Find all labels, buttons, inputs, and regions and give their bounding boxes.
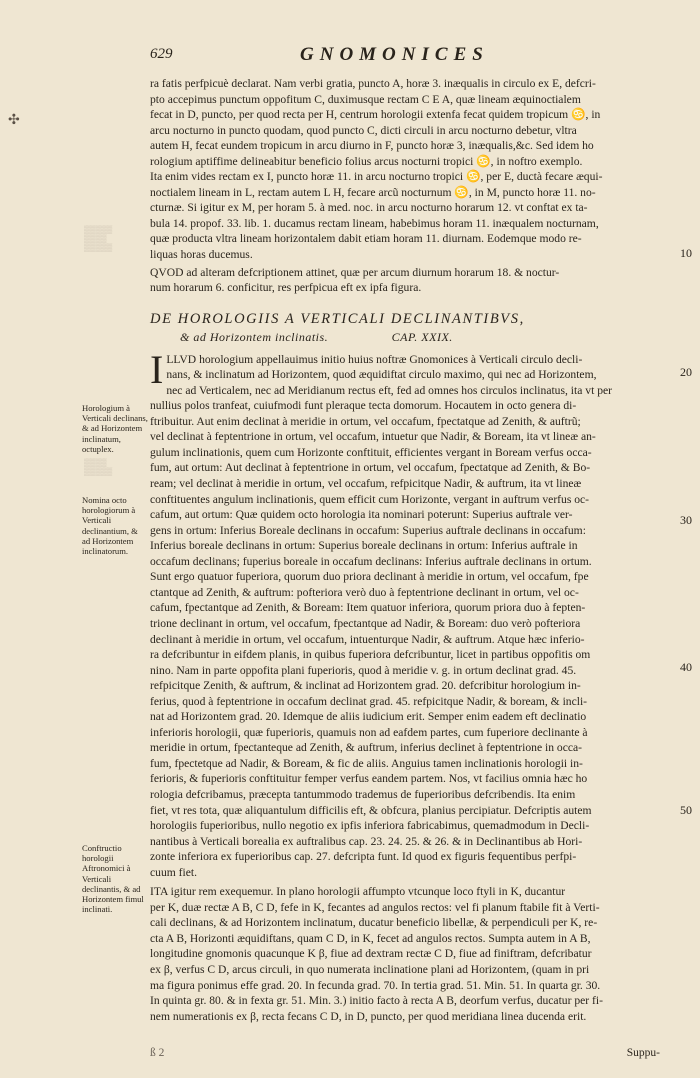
line-number: 30 <box>680 513 692 527</box>
text-line: fum, fpectetque ad Nadir, & Boream, & fic de aliis. Anguius tamen inclinationis horologii in- <box>150 756 583 770</box>
text-line: occafum declinans; fuperius boreale in occafum declinans: Inferius auftrale declinans in ortum. <box>150 554 592 568</box>
page-footer <box>150 1047 660 1065</box>
text-line: ra defcribuntur in eifdem planis, in quibus fuperiora defcribuntur, licet in partibus oppofitis om <box>150 648 591 662</box>
text-line: vel declinat à feptentrione in ortum, vel occafum, intuetur que Nadir, & Boream, ita vt lineæ an- <box>150 430 596 444</box>
signature-mark: ß 2 <box>150 1047 165 1059</box>
text-line: longitudine gnomonis quacunque K β, fiue ad dextram rectæ C D, fiue ad finiftram, defcribatur <box>150 947 592 961</box>
chapter-title <box>150 310 660 346</box>
text-line: declinant à meridie in ortum, vel occafum, intuenturque Nadir, & auftrum. Atque hæc inferio- <box>150 632 585 646</box>
chapter-heading: DE HOROLOGIIS A VERTICALI DECLINANTIBVS, <box>150 310 525 327</box>
text-line: arcu nocturno in puncto quodam, quod puncto C, dicti circuli in arcu nocturno debetur, vltra <box>150 123 577 137</box>
running-head <box>150 44 670 68</box>
text-line: per K, duæ rectæ A B, C D, fefe in K, fecantes ad angulos rectos: vel fi planum ftabile fit à Verti- <box>150 900 600 914</box>
text-line: ctantque ad Zenith, & auftrum: pofteriora verò duo à feptentrione declinant in ortum, vel oc- <box>150 585 579 599</box>
main-text <box>150 74 660 1024</box>
text-line: ream; vel declinat à meridie in ortum, vel occafum, refpicitque Nadir, & auftrum, ita vt lineæ <box>150 477 582 491</box>
text-line: horologiis fuperioribus, nullo negotio ex ipfis inferiora fabricabimus, quemadmodum in Decli- <box>150 819 590 833</box>
show-through-text: ▒▒▒▒ ▒▒▒▒▒ <box>84 458 113 476</box>
text-line: ITA igitur rem exequemur. In plano horologii affumpto vtcunque loco ftyli in K, ducantur <box>150 885 566 899</box>
chapter-subtitle: & ad Horizontem inclinatis. <box>180 329 329 344</box>
quod-paragraph <box>150 265 660 296</box>
drop-capital: I <box>150 346 164 392</box>
text-line: gulum inclinationis, quem cum Horizonte conftituit, efficientes vergant in Boream verfus occa- <box>150 445 592 459</box>
text-line: nec ad Verticalem, nec ad Meridianum rectus eft, fed ad omnes hos circulos inclinatus, ita vt per <box>166 383 612 397</box>
chapter-body <box>150 346 660 881</box>
margin-note: Conftructio horologii Aftronomici à Verticali declinantis, & ad Horizontem fimul inclinati. <box>82 843 144 915</box>
text-line: zonte inferiora ex fuperioribus cap. 27. defcripta funt. Id quod ex figuris fequentibus perfpi- <box>150 850 577 864</box>
text-line: liquas horas ducemus. <box>150 248 253 262</box>
text-line: meridie in ortum, fpectanteque ad Zenith, & auftrum, inferius declinet à feptentrione in occa- <box>150 741 583 755</box>
text-line: gens in ortum: Inferius Boreale declinans in occafum: Superius auftrale declinans in occafum: <box>150 523 586 537</box>
text-line: ferioris, & fuperioris conftituitur femper verfus eandem partem. Nos, vt facilius omnia hæc ho <box>150 772 588 786</box>
page-number: 629 <box>150 46 173 62</box>
text-line: In quinta gr. 80. & in fexta gr. 51. Min. 3.) initio facto à recta A B, deorfum verfus, ducatur per fi- <box>150 994 604 1008</box>
margin-note: Nomina octo horologiorum à Verticali declinantium, & ad Horizontem inclinatorum. <box>82 495 138 557</box>
text-line: pto accepimus punctum oppofitum C, duximusque rectam C E A, quæ lineam æquinoctialem <box>150 92 581 106</box>
text-line: ma figura ponimus effe grad. 20. In fecunda grad. 70. In tertia grad. 51. Min. 51. In quarta gr. 30. <box>150 978 601 992</box>
text-line: QVOD ad alteram defcriptionem attinet, quæ per arcum diurnum horarum 18. & noctur- <box>150 265 560 279</box>
text-line: quæ producta vltra lineam horizontalem dabit etiam horam 11. diurnam. Eodemque modo re- <box>150 232 582 246</box>
text-line: refpicitque Zenith, & auftrum, & inclinat ad Horizontem grad. 20. defcribitur horologium in- <box>150 679 581 693</box>
chapter-number: CAP. XXIX. <box>391 329 453 344</box>
text-line: conftituentes angulum inclinationis, quem efficit cum Horizonte, vergant in auftrum verfus oc- <box>150 492 590 506</box>
text-line: cta A B, Horizonti æquidiftans, quam C D, in K, fecet ad angulos rectos. Sumpta autem in A B, <box>150 931 591 945</box>
text-line: ex β, verfus C D, arcus circuli, in quo numerata inclinatione plani ad Horizontem, (quam in pri <box>150 962 590 976</box>
line-number: 40 <box>680 660 692 674</box>
intro-paragraph <box>150 76 660 263</box>
final-paragraph <box>150 884 660 1024</box>
text-line: cali declinans, & ad Horizontem inclinatum, ducatur beneficio libellæ, & perpendiculi per K, re- <box>150 916 598 930</box>
text-line: bula 14. propof. 33. lib. 1. ducamus rectam lineam, habebimus horam 11. inæqualem nocturnam, <box>150 216 599 230</box>
text-line: nantibus à Verticali borealia ex auftralibus cap. 23. 24. 25. & 26. & in Declinantibus ab Hori- <box>150 834 583 848</box>
text-line: cturnæ. Si igitur ex M, per horam 5. à med. noc. in arcu nocturno horarum 12. vt conftat ex ta- <box>150 201 588 215</box>
text-line: trione declinant in ortum, vel occafum, fpectantque ad Nadir, & Boream: duo verò pofteriora <box>150 616 581 630</box>
text-line: cafum, aut ortum: Quæ quidem octo horologia ita nominari poterunt: Superius auftrale ver- <box>150 508 573 522</box>
text-line: autem H, fecat eundem tropicum in arcu diurno in F, puncto horæ 3, inæqualis,&c. Sed idem ho <box>150 139 594 153</box>
text-line: nat ad Horizontem grad. 20. Idemque de aliis iudicium erit. Semper enim eadem eft declinatio <box>150 710 587 724</box>
catchword: Suppu- <box>626 1047 660 1059</box>
text-line: noctialem lineam in L, rectam autem L H, fecare arcũ nocturnum ♋, in M, puncto horæ 11. no- <box>150 185 596 199</box>
text-line: Sunt ergo quatuor fuperiora, quorum duo priora declinant à meridie in ortum, vel occafum, fpe <box>150 570 589 584</box>
text-line: rologium aptiffime delineabitur beneficio folius arcus nocturni tropici ♋, in noftro exemplo. <box>150 154 583 168</box>
line-number: 20 <box>680 365 692 379</box>
text-line: ra fatis perfpicuè declarat. Nam verbi gratia, puncto A, horæ 3. inæqualis in circulo ex E, defcri- <box>150 77 596 90</box>
text-line: ftribuitur. Aut enim declinat à meridie in ortum, vel occafum, fpectatque ad Zenith, & auftrũ; <box>150 414 581 428</box>
text-line: ferius, quod à feptentrione in occafum declinat grad. 45. refpicitque Nadir, & boream, & incli- <box>150 694 588 708</box>
line-number: 50 <box>680 803 692 817</box>
text-line: nans, & inclinatum ad Horizontem, quod æquidiftat circulo maximo, qui nec ad Horizontem, <box>166 368 597 382</box>
text-line: LLVD horologium appellauimus initio huius noftræ Gnomonices à Verticali circulo decli- <box>166 352 583 366</box>
text-line: nullius polos tranfeat, cuiufmodi funt pleraque tecta domorum. Hocautem in octo genera di- <box>150 399 577 413</box>
text-line: Inferius boreale declinans in ortum: Superius boreale declinans in ortum: Inferius auftrale in <box>150 539 578 553</box>
text-line: Ita enim vides rectam ex I, puncto horæ 11. in arcu nocturno tropici ♋, per E, ductà fecare æqui- <box>150 170 603 184</box>
text-line: inferioris horologii, quæ fuperioris, quamuis non ad eafdem partes, cum fuperiore declinante à <box>150 725 588 739</box>
ink-blot-icon: ✣ <box>8 113 20 128</box>
show-through-text: ▒▒▒▒▒ ▒▒▒▒ ▒▒▒▒▒ <box>84 225 113 252</box>
text-line: nino. Nam in parte oppofita plani fuperioris, quod à meridie v. g. in ortum declinat grad. 45. <box>150 663 577 677</box>
text-line: cuum fiet. <box>150 865 198 879</box>
text-line: num horarum 6. conficitur, res perfpicua eft ex ipfa figura. <box>150 281 422 295</box>
running-title: GNOMONICES <box>300 44 489 65</box>
text-line: nem numerationis ex β, recta fecans C D, in D, puncto, per quod meridiana linea ducenda erit. <box>150 1009 587 1023</box>
text-line: cafum, fpectantque ad Zenith, & Boream: Item quatuor inferiora, quorum priora duo à fepten- <box>150 601 586 615</box>
margin-note: Horologium à Verticali declinans, & ad Horizontem inclinatum, octuplex. <box>82 403 148 454</box>
text-line: fecat in D, puncto, per quod recta per H, centrum horologii extenfa fecat quidem tropicum ♋, in <box>150 108 601 122</box>
line-number: 10 <box>680 246 692 260</box>
text-line: fiet, vt res tota, quæ aliquantulum difficilis eft, & obfcura, planius percipiatur. Defcriptis autem <box>150 803 592 817</box>
chapter-subheading <box>150 328 660 346</box>
text-line: rologia defcribamus, præcepta tantummodo trademus de fuperioribus defcribendis. Ita enim <box>150 787 576 801</box>
text-line: fum, aut ortum: Aut declinat à feptentrione in ortum, vel occafum, fpectatque ad Zenith, & Bo- <box>150 461 591 475</box>
